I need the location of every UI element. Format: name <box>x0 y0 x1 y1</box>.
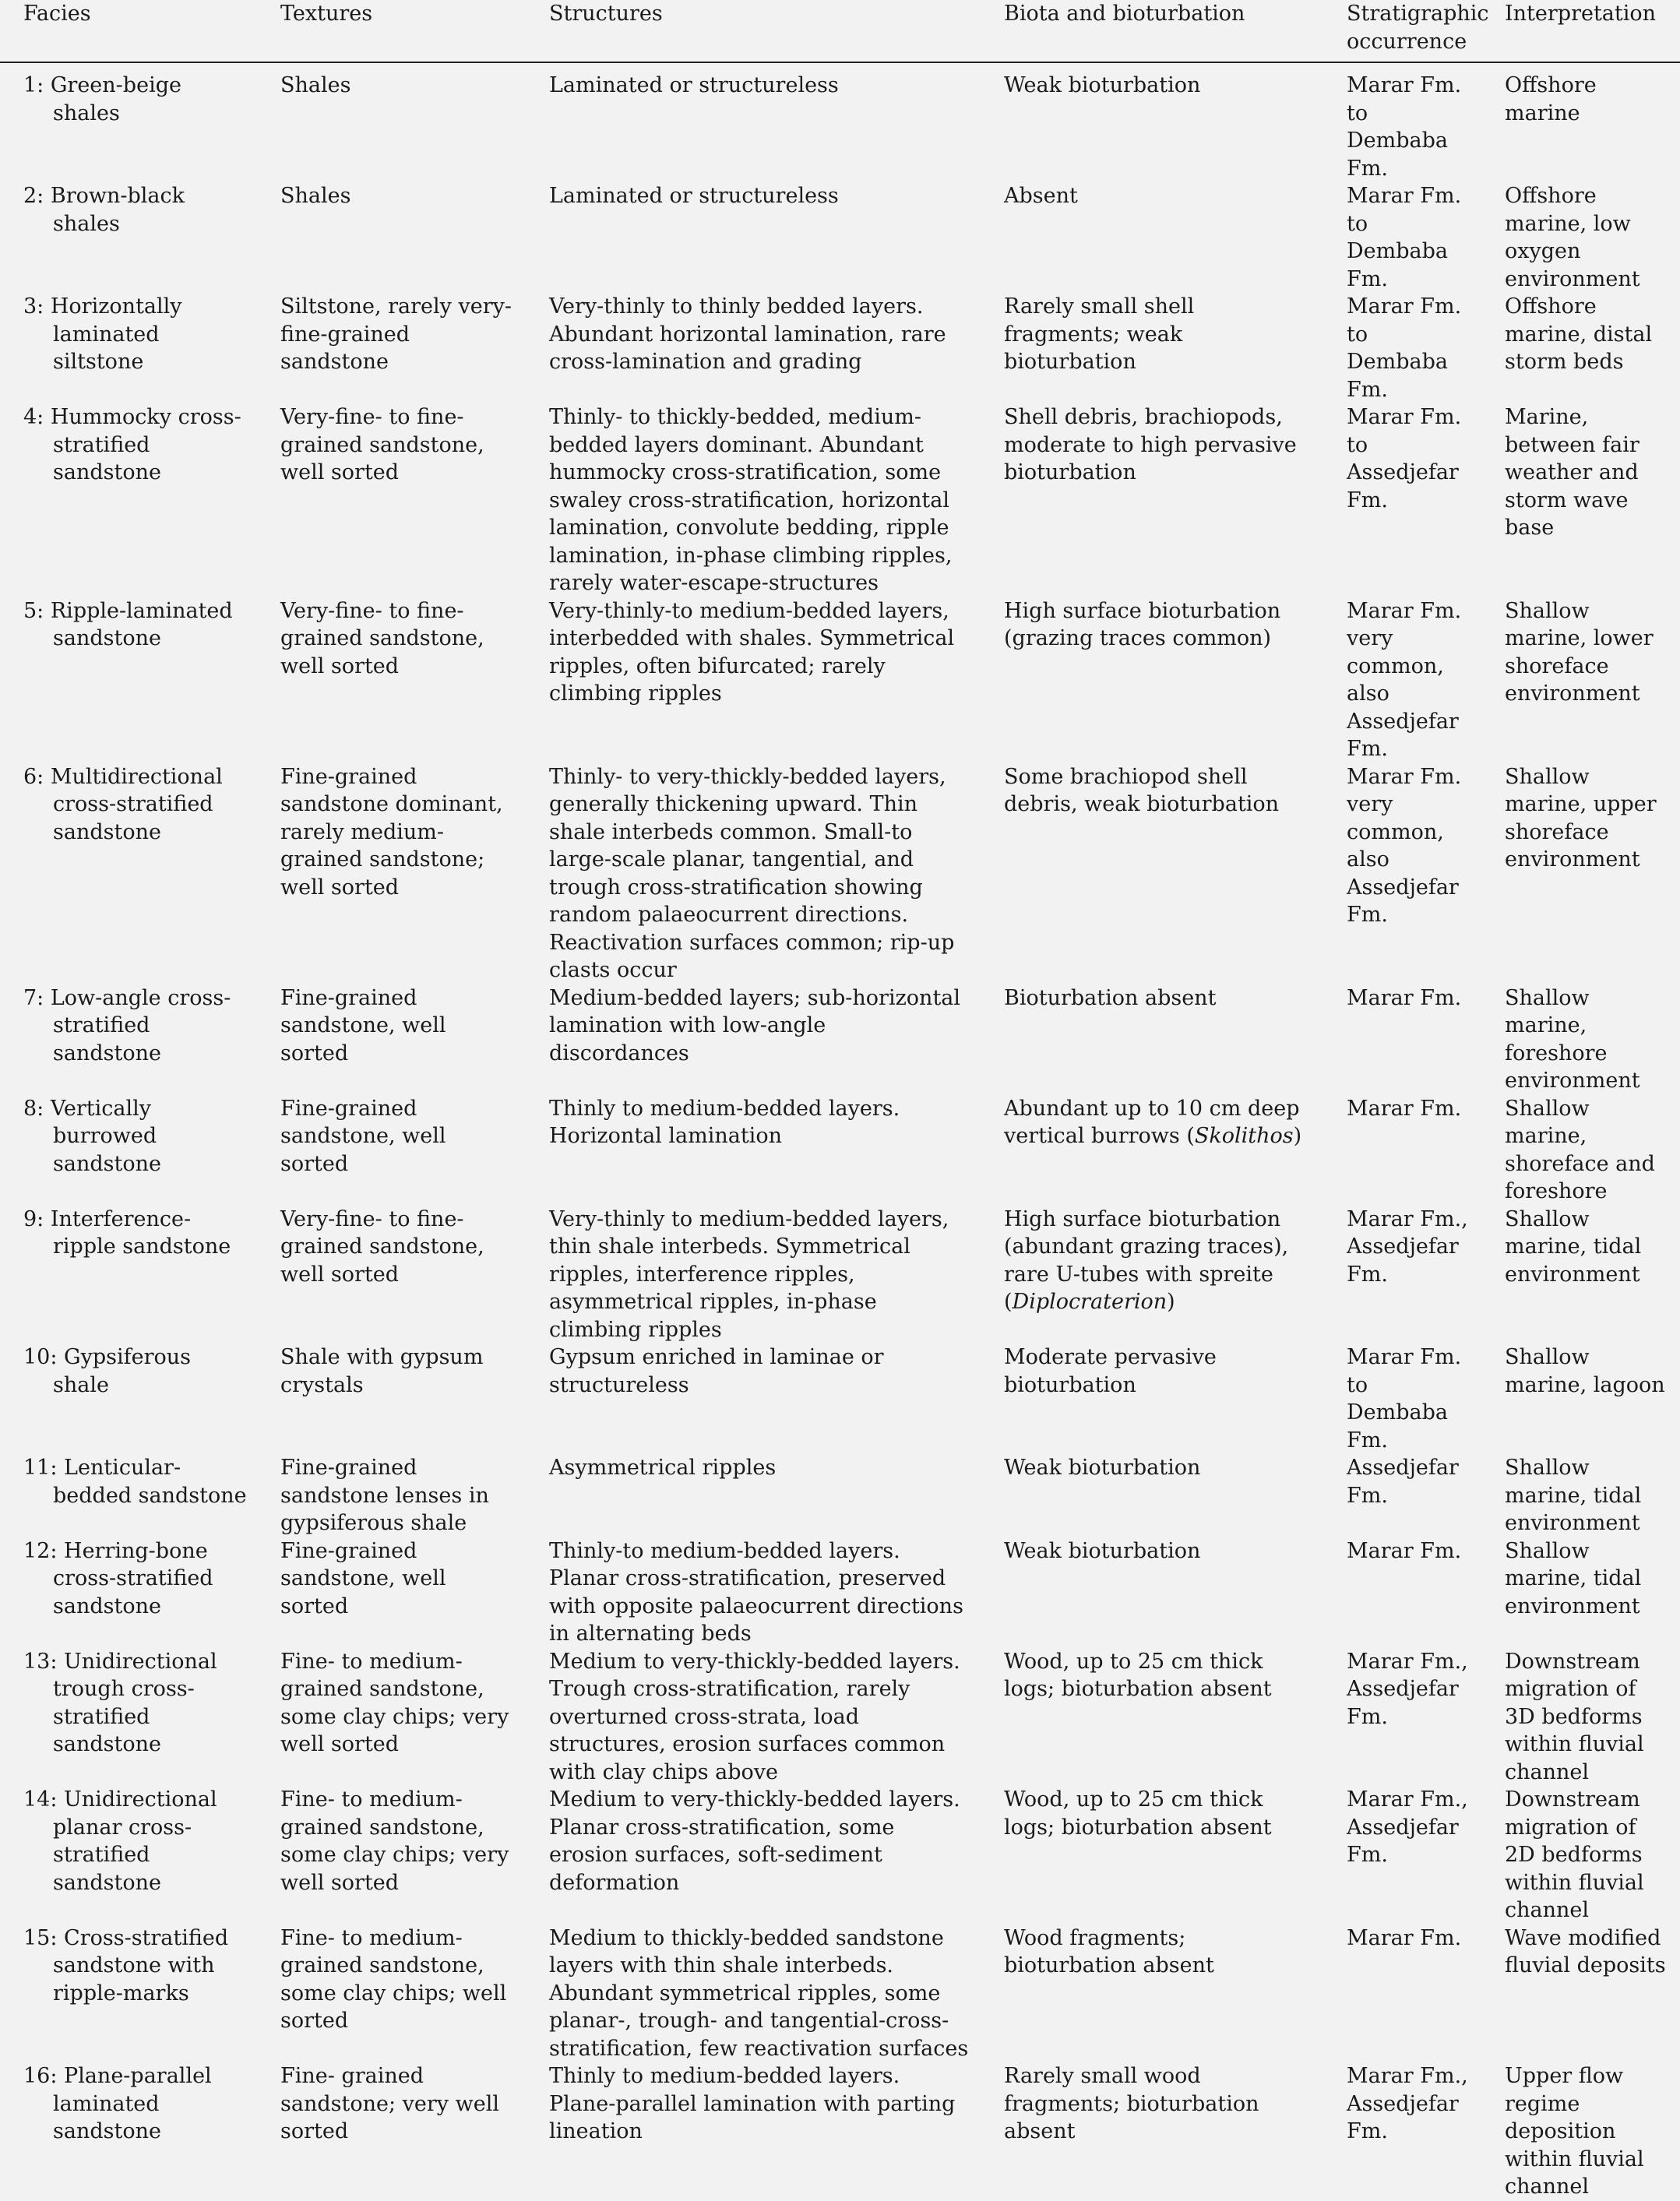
header-stratigraphic: Stratigraphic occurrence <box>1323 0 1481 62</box>
cell-texture: Siltstone, rarely very-fine-grained sandstone <box>280 294 512 374</box>
cell-biota: High surface bioturbation (grazing traces common) <box>1004 598 1281 650</box>
cell-biota <box>981 1206 1323 1344</box>
table-row <box>0 984 1680 1095</box>
cell-interpretation: Downstream migration of 2D bedforms within fluvial channel <box>1505 1787 1644 1922</box>
cell-stratigraphic: Assedjefar Fm. <box>1347 1456 1459 1508</box>
cell-structure: Thinly- to thickly-bedded, medium-bedded layers dominant. Abundant hummocky cross-stratification, some swaley cross-stratification, horizontal lamination, convolute bedding, ripple lamination, in-phase climbing ripples, rarely water-escape-structures <box>549 405 953 595</box>
cell-structure: Thinly to medium-bedded layers. Plane-parallel lamination with parting lineation <box>549 2064 956 2143</box>
cell-facies: 1: Green-beige shales <box>23 73 181 125</box>
cell-structure: Laminated or structureless <box>549 184 839 208</box>
cell-interpretation: Offshore marine <box>1505 73 1597 125</box>
biota-taxon: Diplocraterion <box>1012 1290 1168 1314</box>
cell-texture: Fine-grained sandstone, well sorted <box>280 1538 446 1618</box>
cell-texture: Fine- to medium-grained sandstone, some clay chips; well sorted <box>280 1925 507 2033</box>
cell-stratigraphic: Marar Fm. to Dembaba Fm. <box>1347 73 1462 181</box>
table-row <box>0 1206 1680 1344</box>
header-textures: Textures <box>257 0 526 62</box>
cell-biota: Rarely small wood fragments; bioturbation absent <box>1004 2064 1259 2143</box>
cell-biota: Some brachiopod shell debris, weak bioturbation <box>1004 764 1280 816</box>
cell-stratigraphic: Marar Fm., Assedjefar Fm. <box>1347 1787 1468 1867</box>
cell-interpretation: Shallow marine, shoreface and foreshore <box>1505 1096 1655 1203</box>
cell-interpretation: Offshore marine, low oxygen environment <box>1505 184 1640 291</box>
cell-interpretation: Shallow marine, tidal environment <box>1505 1538 1642 1618</box>
cell-biota: Rarely small shell fragments; weak bioturbation <box>1004 294 1195 374</box>
cell-texture: Shale with gypsum crystals <box>280 1345 484 1397</box>
biota-text-end: ) <box>1167 1290 1175 1314</box>
cell-stratigraphic: Marar Fm. very common, also Assedjefar Fm. <box>1347 764 1462 927</box>
cell-biota: Bioturbation absent <box>1004 985 1217 1010</box>
cell-texture: Fine-grained sandstone dominant, rarely medium-grained sandstone; well sorted <box>280 764 503 900</box>
cell-facies: 8: Vertically burrowed sandstone <box>23 1096 161 1176</box>
cell-texture: Fine- to medium-grained sandstone, some clay chips; very well sorted <box>280 1649 509 1756</box>
cell-texture: Shales <box>280 73 351 97</box>
cell-stratigraphic: Marar Fm. to Assedjefar Fm. <box>1347 405 1462 512</box>
table-row <box>0 1786 1680 1925</box>
cell-facies: 2: Brown-black shales <box>23 184 185 236</box>
cell-texture: Fine- to medium-grained sandstone, some clay chips; very well sorted <box>280 1787 509 1895</box>
biota-text-end: ) <box>1293 1124 1302 1148</box>
table-row <box>0 62 1680 182</box>
cell-interpretation: Offshore marine, distal storm beds <box>1505 294 1653 374</box>
table-row <box>0 1537 1680 1648</box>
cell-stratigraphic: Marar Fm. <box>1347 1538 1462 1563</box>
cell-structure: Thinly-to medium-bedded layers. Planar cross-stratification, preserved with opposite palaeocurrent directions in alternating beds <box>549 1538 963 1646</box>
cell-facies: 12: Herring-bone cross-stratified sandstone <box>23 1538 213 1618</box>
cell-stratigraphic: Marar Fm., Assedjefar Fm. <box>1347 1206 1468 1287</box>
cell-stratigraphic: Marar Fm. <box>1347 1925 1462 1950</box>
header-interpretation: Interpretation <box>1481 0 1680 62</box>
cell-texture: Fine- grained sandstone; very well sorted <box>280 2064 499 2143</box>
cell-structure: Medium-bedded layers; sub-horizontal lamination with low-angle discordances <box>549 985 961 1065</box>
cell-structure: Asymmetrical ripples <box>549 1456 777 1480</box>
cell-texture: Shales <box>280 184 351 208</box>
cell-structure: Medium to very-thickly-bedded layers. Planar cross-stratification, some erosion surfaces, soft-sediment deformation <box>549 1787 960 1895</box>
cell-texture: Fine-grained sandstone, well sorted <box>280 985 446 1065</box>
cell-structure: Thinly to medium-bedded layers. Horizontal lamination <box>549 1096 900 1148</box>
cell-facies: 5: Ripple-laminated sandstone <box>23 598 233 650</box>
cell-texture: Very-fine- to fine-grained sandstone, well sorted <box>280 598 484 678</box>
cell-facies: 16: Plane-parallel laminated sandstone <box>23 2064 212 2143</box>
cell-structure: Very-thinly to medium-bedded layers, thin shale interbeds. Symmetrical ripples, interference ripples, asymmetrical ripples, in-phase climbing ripples <box>549 1206 949 1342</box>
table-row <box>0 293 1680 403</box>
table-row <box>0 1454 1680 1537</box>
cell-structure: Medium to very-thickly-bedded layers. Trough cross-stratification, rarely overturned cross-strata, load structures, erosion surfaces common with clay chips above <box>549 1649 960 1784</box>
cell-facies: 13: Unidirectional trough cross-stratified sandstone <box>23 1649 217 1756</box>
biota-taxon: Skolithos <box>1194 1124 1294 1148</box>
table-row <box>0 1343 1680 1454</box>
table-row <box>0 1925 1680 2063</box>
header-biota: Biota and bioturbation <box>981 0 1323 62</box>
biota-text: Abundant up to 10 cm deep vertical burrows ( <box>1004 1096 1300 1148</box>
cell-biota <box>981 1095 1323 1206</box>
cell-texture: Very-fine- to fine-grained sandstone, well sorted <box>280 405 484 484</box>
header-structures: Structures <box>526 0 981 62</box>
cell-stratigraphic: Marar Fm. very common, also Assedjefar Fm. <box>1347 598 1462 761</box>
cell-structure: Gypsum enriched in laminae or structureless <box>549 1345 884 1397</box>
cell-structure: Thinly- to very-thickly-bedded layers, generally thickening upward. Thin shale interbeds common. Small-to large-scale planar, tangential, and trough cross-stratification showing random palaeocurrent directions. Reactivation surfaces common; rip-up clasts occur <box>549 764 955 982</box>
cell-stratigraphic: Marar Fm. to Dembaba Fm. <box>1347 294 1462 402</box>
cell-facies: 14: Unidirectional planar cross-stratified sandstone <box>23 1787 217 1895</box>
cell-facies: 9: Interference-ripple sandstone <box>23 1206 231 1259</box>
cell-biota: Wood, up to 25 cm thick logs; bioturbation absent <box>1004 1649 1272 1701</box>
cell-interpretation: Upper flow regime deposition within fluvial channel <box>1505 2064 1644 2199</box>
cell-structure: Medium to thickly-bedded sandstone layers with thin shale interbeds. Abundant symmetrical ripples, some planar-, trough- and tangential-cross-stratification, few reactivation surfaces <box>549 1925 969 2061</box>
cell-interpretation: Shallow marine, lower shoreface environment <box>1505 598 1654 706</box>
cell-interpretation: Shallow marine, upper shoreface environment <box>1505 764 1657 872</box>
table-row <box>0 2062 1680 2201</box>
table-row <box>0 763 1680 984</box>
cell-structure: Laminated or structureless <box>549 73 839 97</box>
biota-text: High surface bioturbation (abundant grazing traces), rare U-tubes with spreite ( <box>1004 1206 1289 1314</box>
cell-texture: Fine-grained sandstone, well sorted <box>280 1096 446 1176</box>
cell-biota: Weak bioturbation <box>1004 73 1201 97</box>
cell-structure: Very-thinly-to medium-bedded layers, interbedded with shales. Symmetrical ripples, often bifurcated; rarely climbing ripples <box>549 598 955 706</box>
cell-facies: 6: Multidirectional cross-stratified sandstone <box>23 764 223 844</box>
cell-facies: 10: Gypsiferous shale <box>23 1345 192 1397</box>
table-row <box>0 1095 1680 1206</box>
cell-biota: Wood, up to 25 cm thick logs; bioturbation absent <box>1004 1787 1272 1840</box>
cell-interpretation: Shallow marine, lagoon <box>1505 1345 1665 1397</box>
cell-biota: Absent <box>1004 184 1078 208</box>
table-header-row <box>0 0 1680 62</box>
cell-facies: 4: Hummocky cross-stratified sandstone <box>23 405 241 484</box>
cell-biota: Wood fragments; bioturbation absent <box>1004 1925 1214 1977</box>
cell-stratigraphic: Marar Fm. <box>1347 985 1462 1010</box>
cell-biota: Weak bioturbation <box>1004 1456 1201 1480</box>
cell-facies: 11: Lenticular-bedded sandstone <box>23 1456 247 1508</box>
cell-facies: 7: Low-angle cross-stratified sandstone <box>23 985 231 1065</box>
cell-biota: Shell debris, brachiopods, moderate to high pervasive bioturbation <box>1004 405 1297 484</box>
header-facies: Facies <box>0 0 257 62</box>
cell-interpretation: Wave modified fluvial deposits <box>1505 1925 1666 1977</box>
table-row <box>0 403 1680 597</box>
cell-interpretation: Shallow marine, tidal environment <box>1505 1456 1642 1535</box>
cell-stratigraphic: Marar Fm., Assedjefar Fm. <box>1347 2064 1468 2143</box>
cell-texture: Fine-grained sandstone lenses in gypsiferous shale <box>280 1456 489 1535</box>
cell-structure: Very-thinly to thinly bedded layers. Abundant horizontal lamination, rare cross-lamination and grading <box>549 294 946 374</box>
table-row <box>0 1648 1680 1787</box>
table-row <box>0 182 1680 293</box>
cell-biota: Weak bioturbation <box>1004 1538 1201 1563</box>
table-row <box>0 597 1680 763</box>
cell-stratigraphic: Marar Fm. <box>1347 1096 1462 1121</box>
cell-stratigraphic: Marar Fm., Assedjefar Fm. <box>1347 1649 1468 1729</box>
cell-facies: 3: Horizontally laminated siltstone <box>23 294 182 374</box>
cell-interpretation: Shallow marine, tidal environment <box>1505 1206 1642 1287</box>
cell-texture: Very-fine- to fine-grained sandstone, well sorted <box>280 1206 484 1287</box>
cell-biota: Moderate pervasive bioturbation <box>1004 1345 1217 1397</box>
cell-stratigraphic: Marar Fm. to Dembaba Fm. <box>1347 184 1462 291</box>
cell-facies: 15: Cross-stratified sandstone with ripple-marks <box>23 1925 229 2006</box>
cell-interpretation: Downstream migration of 3D bedforms within fluvial channel <box>1505 1649 1644 1784</box>
cell-interpretation: Marine, between fair weather and storm wave base <box>1505 405 1639 540</box>
cell-interpretation: Shallow marine, foreshore environment <box>1505 985 1640 1093</box>
cell-stratigraphic: Marar Fm. to Dembaba Fm. <box>1347 1345 1462 1453</box>
